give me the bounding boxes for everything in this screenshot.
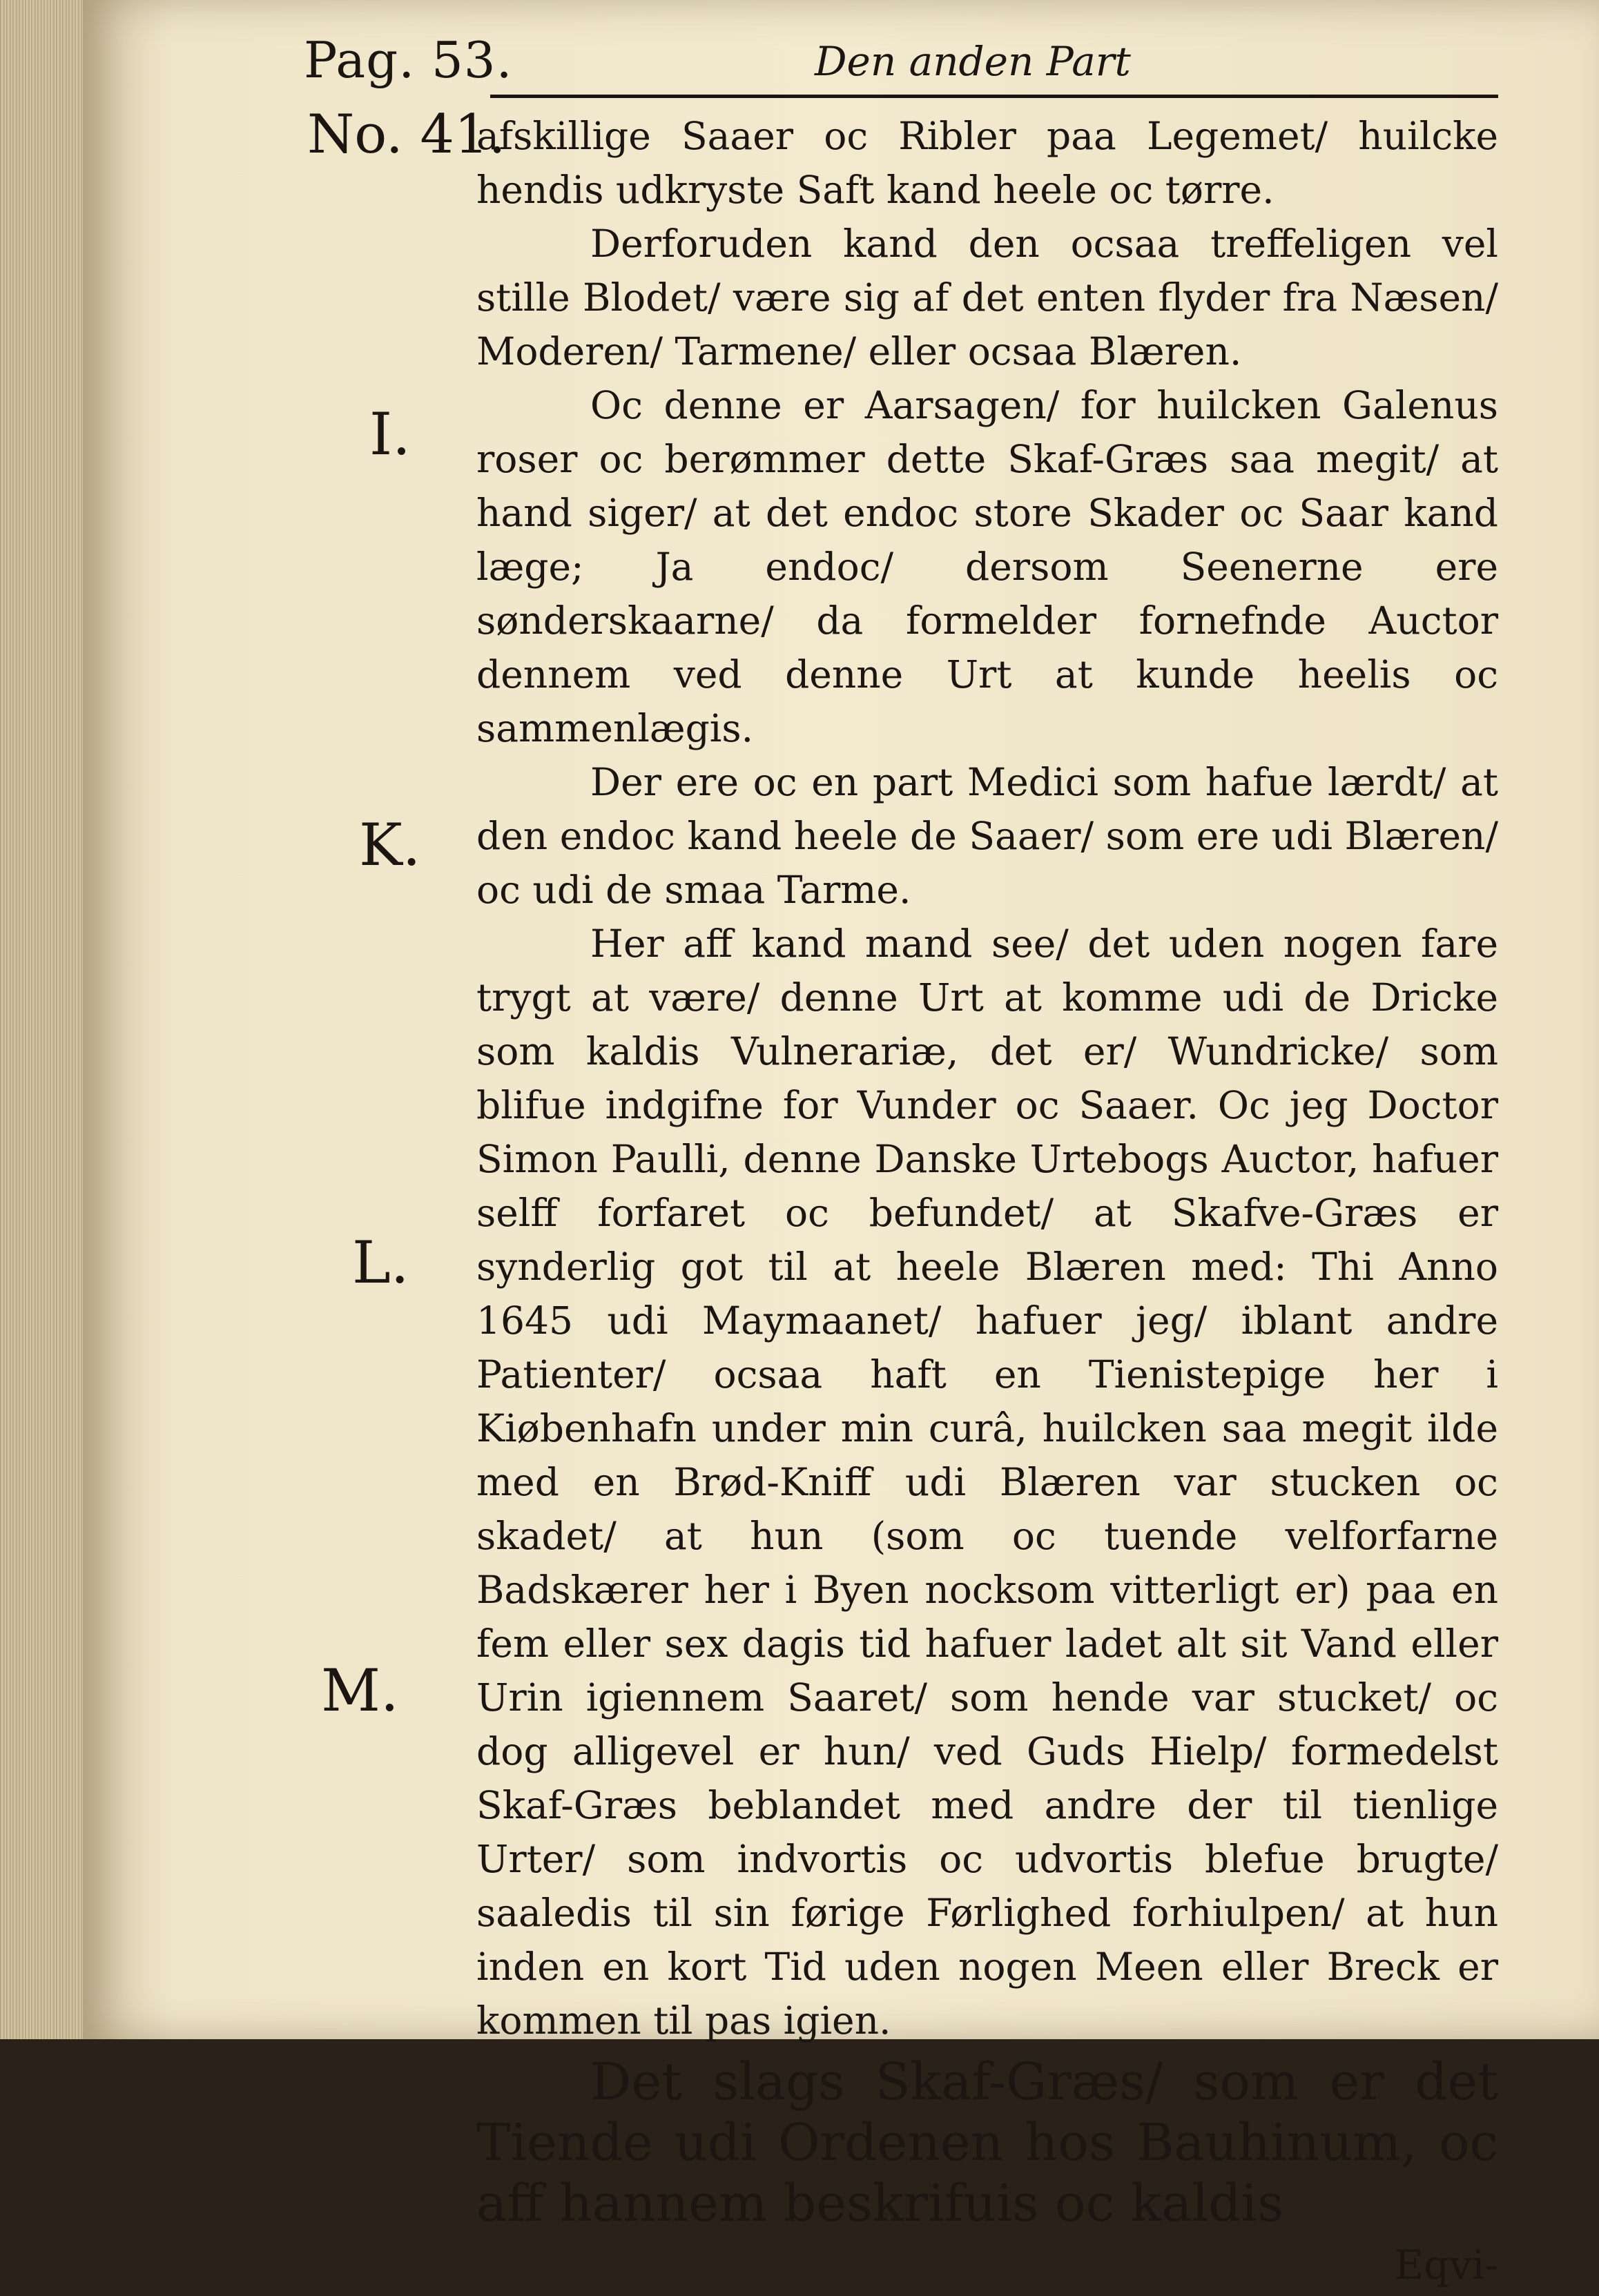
page-header <box>304 31 1498 107</box>
margin-letter-k: K. <box>359 811 421 879</box>
paragraph: Oc denne er Aarsagen/ for huilcken Galenus roser oc berømmer dette Skaf-Græs saa megit/ at hand siger/ at det endoc store Skader oc Saar kand læge; Ja endoc/ dersom Seenerne ere sønderskaarne/ da formelder fornefnde Auctor dennem ved denne Urt at kunde heelis oc sammenlægis. <box>476 383 1498 750</box>
margin-letter-m: M. <box>321 1657 399 1724</box>
body-text <box>476 109 1498 2296</box>
paragraph: Der ere oc en part Medici som hafue lærdt/ at den endoc kand heele de Saaer/ som ere udi Blæren/ oc udi de smaa Tarme. <box>476 760 1498 912</box>
margin-letter-i: I. <box>369 400 411 468</box>
document-number: No. 41. <box>307 104 506 166</box>
paragraph: Her aff kand mand see/ det uden nogen fare trygt at være/ denne Urt at komme udi de Dricke som kaldis Vulnerariæ, det er/ Wundricke/ som blifue indgifne for Vunder oc Saaer. Oc jeg Doctor Simon Paulli, denne Danske Urtebogs Auctor, hafuer selff forfaret oc befundet/ at Skafve-Græs er synderlig got til at heele Blæren med: Thi Anno 1645 udi Maymaanet/ hafuer jeg/ iblant andre Patienter/ ocsaa haft en Tienistepige her i Kiøbenhafn under min curâ, huilcken saa megit ilde med en Brød-Kniff udi Blæren var stucken oc skadet/ at hun (som oc tuende velforfarne Badskærer her i Byen nocksom vitterligt er) paa en fem eller sex dagis tid hafuer ladet alt sit Vand eller Urin igiennem Saaret/ som hende var stucket/ oc dog alligevel er hun/ ved Guds Hielp/ formedelst Skaf-Græs beblandet med andre der til tienlige Urter/ som indvortis oc udvortis blefue brugte/ saaledis til sin førige Førlighed forhiulpen/ at hun inden en kort Tid uden nogen Meen eller Breck er kommen til pas igien. <box>476 922 1498 2043</box>
header-rule <box>490 95 1498 98</box>
paragraph: afskillige Saaer oc Ribler paa Legemet/ huilcke hendis udkryste Saft kand heele oc tørre. <box>476 114 1498 212</box>
running-title: Den anden Part <box>815 38 1131 85</box>
paragraph: Det slags Skaf-Græs/ som er det Tiende udi Ordenen hos Bauhinum, oc aff hannem beskrifuis oc kaldis <box>476 2052 1498 2233</box>
margin-letter-l: L. <box>352 1229 409 1296</box>
page-number: Pag. 53. <box>304 31 513 89</box>
catchword: Eqvi- <box>1394 2241 1498 2288</box>
paragraph: Derforuden kand den ocsaa treffeligen vel stille Blodet/ være sig af det enten flyder fra Næsen/ Moderen/ Tarmene/ eller ocsaa Blæren. <box>476 222 1498 373</box>
